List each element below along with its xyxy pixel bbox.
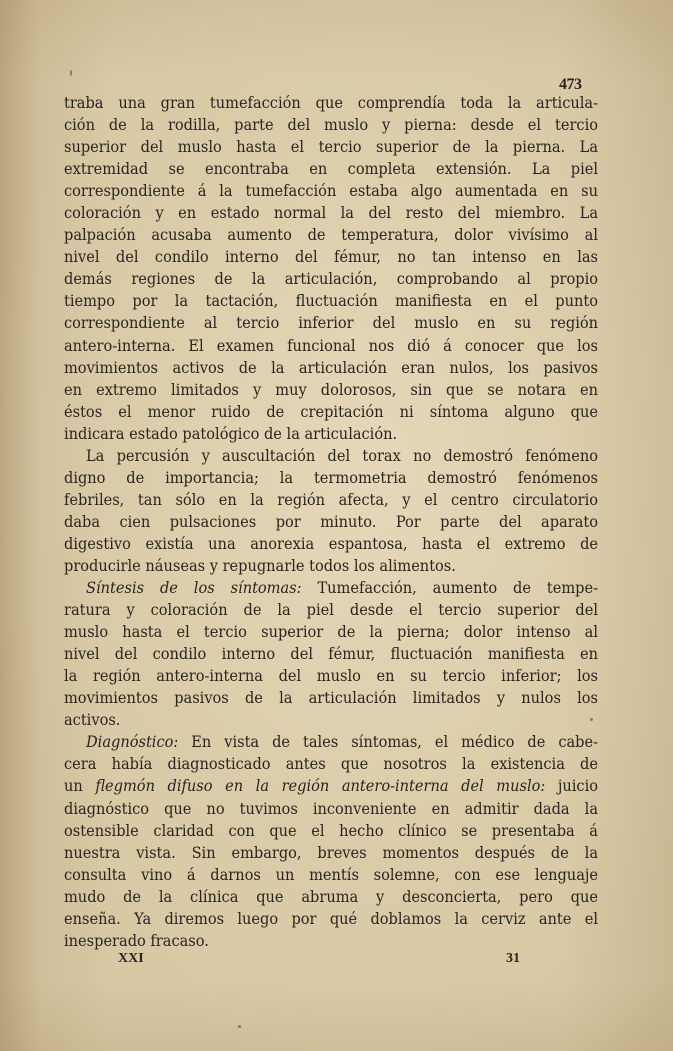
text-run: activos. [64, 710, 121, 730]
text-run: movimientos pasivos de la articulación limitados y nulos los [64, 688, 598, 708]
text-line [64, 136, 598, 158]
text-line [64, 401, 598, 423]
text-run: digno de importancia; la termometria demostró fenómenos [64, 467, 598, 487]
text-run: éstos el menor ruido de crepitación ni síntoma alguno que [64, 401, 598, 421]
text-run: nivel del condilo interno del fémur, no tan intenso en las [64, 247, 598, 267]
text-line [64, 555, 598, 577]
text-line [64, 820, 598, 842]
text-line [64, 886, 598, 908]
sheet-number: 31 [506, 951, 520, 966]
text-line [64, 357, 598, 379]
text-run: mudo de la clínica que abruma y desconcierta, pero que [64, 886, 598, 906]
text-run: consulta vino á darnos un mentís solemne, con ese lenguaje [64, 864, 598, 884]
paper-speck [238, 1025, 241, 1028]
italic-run: Diagnóstico: [86, 732, 179, 752]
text-run: producirle náuseas y repugnarle todos los alimentos. [64, 555, 456, 575]
text-line [64, 533, 598, 555]
italic-run: flegmón difuso en la región antero-interna del muslo: [95, 776, 546, 796]
text-run: nivel del condilo interno del fémur, fluctuación manifiesta en [64, 644, 598, 664]
text-run: inesperado fracaso. [64, 930, 209, 950]
text-run: ostensible claridad con que el hecho clínico se presentaba á [64, 820, 598, 840]
text-run: tiempo por la tactación, fluctuación manifiesta en el punto [64, 291, 598, 311]
text-line [64, 511, 598, 533]
text-line [64, 335, 598, 357]
text-run: diagnóstico que no tuvimos inconveniente en admitir dada la [64, 798, 598, 818]
text-line [64, 864, 598, 886]
text-line [64, 312, 598, 334]
text-run: En vista de tales síntomas, el médico de cabe- [178, 732, 598, 752]
text-run: extremidad se encontraba en completa extensión. La piel [64, 159, 598, 179]
text-line [64, 731, 598, 753]
text-line [64, 158, 598, 180]
text-run: ción de la rodilla, parte del muslo y pierna: desde el tercio [64, 115, 598, 135]
text-run: antero-interna. El examen funcional nos dió á conocer que los [64, 335, 598, 355]
text-run: en extremo limitados y muy dolorosos, sin que se notara en [64, 379, 598, 399]
text-line [64, 423, 598, 445]
text-run: superior del muslo hasta el tercio superior de la pierna. La [64, 137, 598, 157]
text-line [64, 467, 598, 489]
text-line [64, 665, 598, 687]
text-line [64, 775, 598, 797]
text-run: movimientos activos de la articulación eran nulos, los pasivos [64, 357, 598, 377]
text-run: correspondiente al tercio inferior del muslo en su región [64, 313, 598, 333]
text-line [64, 489, 598, 511]
paper-speck [590, 718, 593, 721]
text-run: traba una gran tumefacción que comprendía toda la articula- [64, 93, 598, 112]
text-run: nuestra vista. Sin embargo, breves momentos después de la [64, 842, 598, 862]
text-line [64, 268, 598, 290]
text-line [64, 798, 598, 820]
text-line [64, 114, 598, 136]
text-run: digestivo existía una anorexia espantosa, hasta el extremo de [64, 533, 598, 553]
text-run: cera había diagnosticado antes que nosotros la existencia de [64, 754, 598, 774]
text-line [64, 599, 598, 621]
text-line [64, 908, 598, 930]
paper-speck [70, 70, 72, 76]
text-line [64, 930, 598, 952]
text-run: la región antero-interna del muslo en su tercio inferior; los [64, 666, 598, 686]
text-line [64, 577, 598, 599]
text-run: ratura y coloración de la piel desde el tercio superior del [64, 600, 598, 620]
text-line [64, 246, 598, 268]
text-run: enseña. Ya diremos luego por qué doblamos la cerviz ante el [64, 908, 598, 928]
text-run: indicara estado patológico de la articulación. [64, 423, 398, 443]
text-run: Tumefacción, aumento de tempe- [301, 578, 598, 598]
text-run: palpación acusaba aumento de temperatura, dolor vivísimo al [64, 225, 598, 245]
text-line [64, 92, 598, 114]
text-line [64, 709, 598, 731]
text-line [64, 379, 598, 401]
text-run: febriles, tan sólo en la región afecta, y el centro circulatorio [64, 489, 598, 509]
signature-mark: XXI [118, 951, 144, 966]
text-line [64, 445, 598, 467]
body-text [64, 92, 598, 952]
text-run: muslo hasta el tercio superior de la pierna; dolor intenso al [64, 622, 598, 642]
page-number: 473 [559, 76, 582, 93]
text-run: demás regiones de la articulación, comprobando al propio [64, 269, 598, 289]
text-run: un [64, 776, 96, 796]
text-run: juicio [545, 776, 598, 796]
text-line [64, 842, 598, 864]
text-line [64, 180, 598, 202]
text-line [64, 621, 598, 643]
text-line [64, 202, 598, 224]
text-line [64, 290, 598, 312]
text-line [64, 224, 598, 246]
text-line [64, 643, 598, 665]
text-line [64, 687, 598, 709]
text-run: correspondiente á la tumefacción estaba algo aumentada en su [64, 181, 598, 201]
text-line [64, 753, 598, 775]
text-run: daba cien pulsaciones por minuto. Por parte del aparato [64, 511, 598, 531]
italic-run: Síntesis de los síntomas: [86, 578, 302, 598]
text-run: La percusión y auscultación del torax no demostró fenómeno [86, 445, 598, 465]
text-run: coloración y en estado normal la del resto del miembro. La [64, 203, 598, 223]
